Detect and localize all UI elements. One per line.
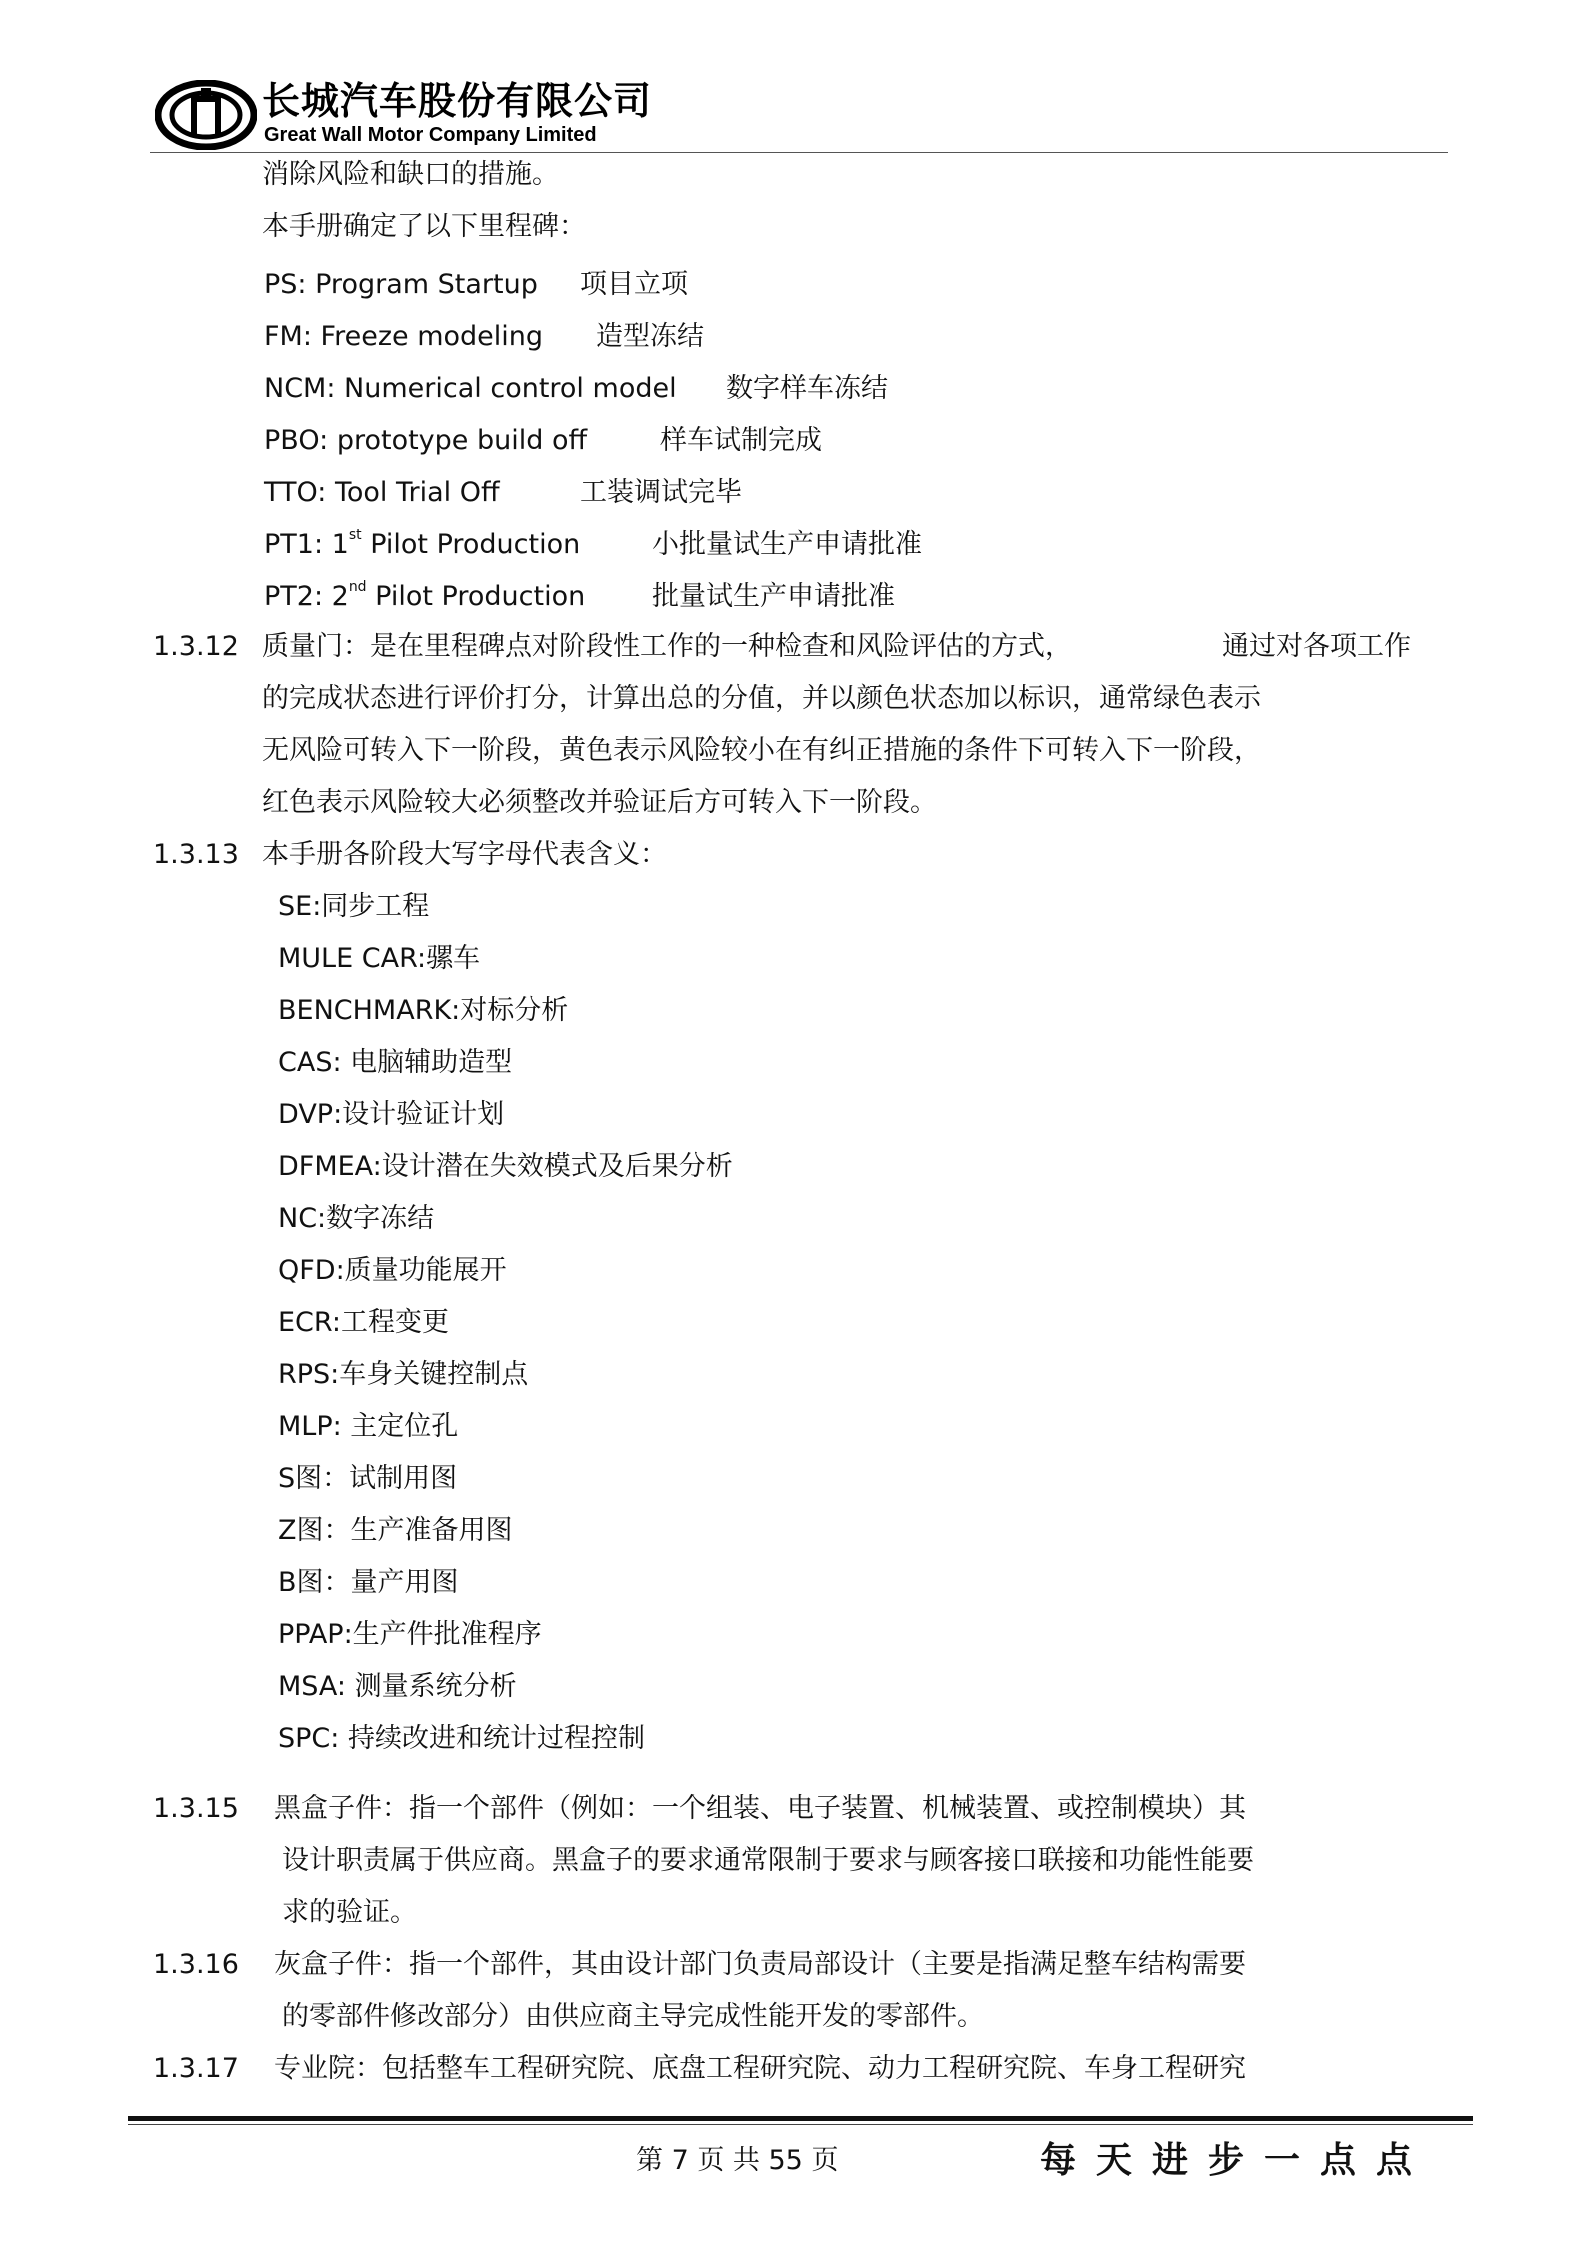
milestone-code: PBO: bbox=[264, 425, 329, 456]
section-number: 1.3.13 bbox=[153, 839, 239, 870]
section-text: 红色表示风险较大必须整改并验证后方可转入下一阶段。 bbox=[262, 787, 937, 818]
milestone-cn: 小批量试生产申请批准 bbox=[652, 529, 922, 560]
milestone-code: FM: bbox=[264, 321, 312, 352]
abbr-item: B图：量产用图 bbox=[278, 1567, 459, 1598]
abbr-item: DFMEA:设计潜在失效模式及后果分析 bbox=[278, 1151, 733, 1182]
abbr-item: BENCHMARK:对标分析 bbox=[278, 995, 569, 1026]
milestone-code: PT1: 1 bbox=[264, 529, 349, 560]
footer-divider-thick bbox=[128, 2116, 1473, 2121]
intro-line: 本手册确定了以下里程碑： bbox=[262, 211, 586, 242]
ordinal-suffix: st bbox=[348, 527, 362, 543]
section-text: 黑盒子件：指一个部件（例如：一个组装、电子装置、机械装置、或控制模块）其 bbox=[274, 1793, 1246, 1824]
milestone-cn: 造型冻结 bbox=[596, 321, 704, 352]
footer-divider-thin bbox=[128, 2124, 1473, 2125]
milestone-cn: 工装调试完毕 bbox=[580, 477, 742, 508]
milestone-cn: 数字样车冻结 bbox=[726, 373, 888, 404]
intro-line: 消除风险和缺口的措施。 bbox=[262, 159, 559, 190]
milestone-tto bbox=[264, 476, 742, 510]
milestone-code: NCM: bbox=[264, 373, 336, 404]
section-text: 无风险可转入下一阶段，黄色表示风险较小在有纠正措施的条件下可转入下一阶段， bbox=[262, 735, 1261, 766]
abbr-item: DVP:设计验证计划 bbox=[278, 1099, 505, 1130]
milestone-en: prototype build off bbox=[336, 425, 588, 456]
section-text: 质量门：是在里程碑点对阶段性工作的一种检查和风险评估的方式， bbox=[262, 631, 1072, 662]
milestone-en: Freeze modeling bbox=[320, 321, 544, 352]
abbr-item: QFD:质量功能展开 bbox=[278, 1255, 507, 1286]
milestone-cn: 项目立项 bbox=[580, 269, 688, 300]
section-text: 专业院：包括整车工程研究院、底盘工程研究院、动力工程研究院、车身工程研究 bbox=[274, 2053, 1246, 2084]
abbr-item: MLP: 主定位孔 bbox=[278, 1411, 459, 1442]
milestone-pt1 bbox=[264, 527, 922, 562]
company-name-en: Great Wall Motor Company Limited bbox=[264, 124, 597, 146]
milestone-code: TTO: bbox=[264, 477, 327, 508]
milestone-cn: 样车试制完成 bbox=[660, 425, 822, 456]
abbr-item: MSA: 测量系统分析 bbox=[278, 1671, 517, 1702]
milestone-fm bbox=[264, 320, 704, 354]
section-number: 1.3.12 bbox=[153, 631, 239, 662]
milestone-ps bbox=[264, 268, 688, 302]
section-number: 1.3.17 bbox=[153, 2053, 239, 2084]
header-divider bbox=[150, 152, 1448, 153]
milestone-en: Numerical control model bbox=[344, 373, 677, 404]
milestone-pbo bbox=[264, 424, 822, 458]
abbr-item: S图：试制用图 bbox=[278, 1463, 458, 1494]
section-title: 本手册各阶段大写字母代表含义： bbox=[262, 839, 667, 870]
milestone-code: PT2: 2 bbox=[264, 581, 349, 612]
abbr-item: SE:同步工程 bbox=[278, 891, 430, 922]
section-text: 的完成状态进行评价打分，计算出总的分值，并以颜色状态加以标识，通常绿色表示 bbox=[262, 683, 1261, 714]
section-number: 1.3.16 bbox=[153, 1949, 239, 1980]
section-text: 求的验证。 bbox=[282, 1897, 417, 1928]
milestone-en: Pilot Production bbox=[375, 581, 586, 612]
great-wall-logo-icon bbox=[155, 80, 257, 150]
abbr-item: SPC: 持续改进和统计过程控制 bbox=[278, 1723, 645, 1754]
milestone-en: Program Startup bbox=[315, 269, 538, 300]
milestone-en: Tool Trial Off bbox=[334, 477, 500, 508]
page-header bbox=[150, 76, 1450, 154]
abbr-item: PPAP:生产件批准程序 bbox=[278, 1619, 542, 1650]
section-text: 灰盒子件：指一个部件，其由设计部门负责局部设计（主要是指满足整车结构需要 bbox=[274, 1949, 1246, 1980]
page-number: 第 7 页 共 55 页 bbox=[636, 2145, 839, 2176]
section-number: 1.3.15 bbox=[153, 1793, 239, 1824]
footer-motto: 每天进步一点点 bbox=[1040, 2140, 1433, 2181]
milestone-en: Pilot Production bbox=[370, 529, 581, 560]
ordinal-suffix: nd bbox=[348, 579, 367, 595]
abbr-item: Z图：生产准备用图 bbox=[278, 1515, 513, 1546]
milestone-pt2 bbox=[264, 579, 895, 614]
abbr-item: ECR:工程变更 bbox=[278, 1307, 449, 1338]
abbr-item: RPS:车身关键控制点 bbox=[278, 1359, 529, 1390]
abbr-item: MULE CAR:骡车 bbox=[278, 943, 481, 974]
company-name-cn: 长城汽车股份有限公司 bbox=[262, 79, 653, 123]
section-text: 的零部件修改部分）由供应商主导完成性能开发的零部件。 bbox=[282, 2001, 984, 2032]
milestone-code: PS: bbox=[264, 269, 307, 300]
section-text: 通过对各项工作 bbox=[1222, 631, 1411, 662]
milestone-cn: 批量试生产申请批准 bbox=[652, 581, 895, 612]
section-text: 设计职责属于供应商。黑盒子的要求通常限制于要求与顾客接口联接和功能性能要 bbox=[282, 1845, 1254, 1876]
milestone-ncm bbox=[264, 372, 888, 406]
abbr-item: NC:数字冻结 bbox=[278, 1203, 435, 1234]
abbr-item: CAS: 电脑辅助造型 bbox=[278, 1047, 513, 1078]
